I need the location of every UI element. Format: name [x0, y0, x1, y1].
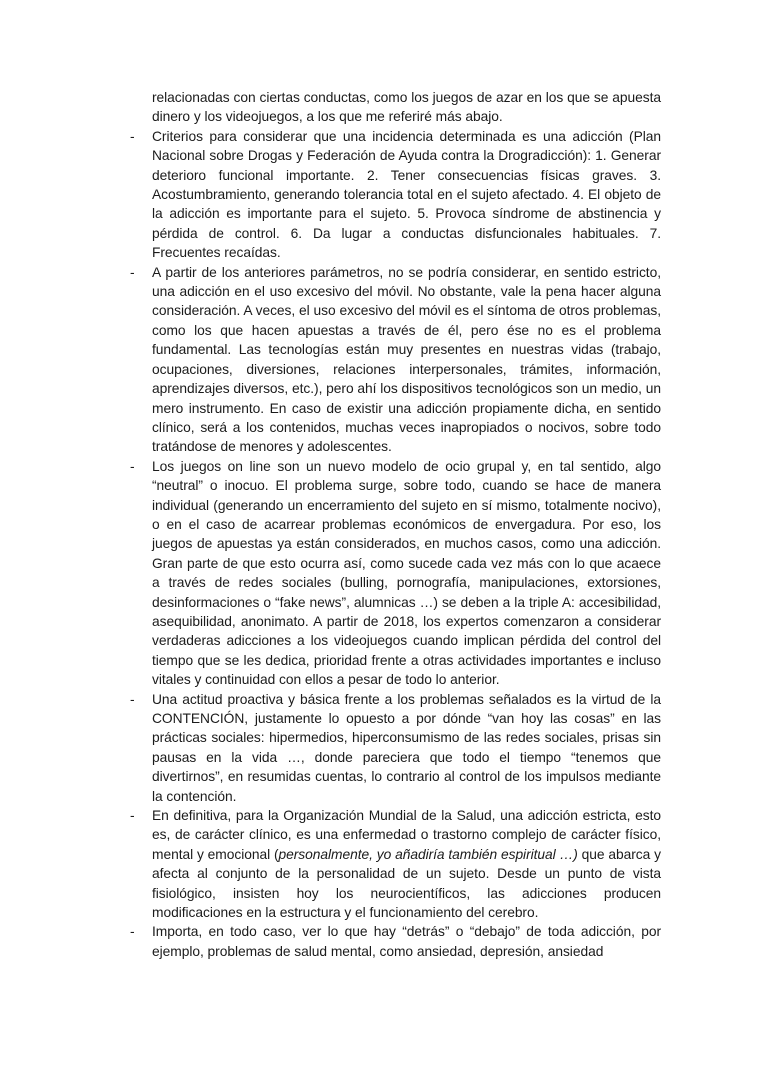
dash-bullet: -	[130, 924, 135, 940]
list-item-oms-definicion	[130, 806, 661, 922]
paragraph-text: Una actitud proactiva y básica frente a los problemas señalados es la virtud de la CONTENCIÓN, justamente lo opuesto a por dónde “van hoy las cosas” en las prácticas sociales: hipermedios, hiperconsumismo de las redes sociales, prisas sin pausas en la vida …, donde pareciera que todo el tiempo “tenemos que divertirnos”, en resumidas cuentas, lo contrario al control de los impulsos mediante la contención.	[152, 691, 661, 804]
list-item-juegos-online	[130, 457, 661, 690]
dash-bullet: -	[130, 808, 135, 824]
dash-bullet: -	[130, 128, 135, 144]
dash-bullet: -	[130, 458, 135, 474]
paragraph-continuation	[152, 88, 661, 127]
dash-bullet: -	[130, 264, 135, 280]
list-item-contencion	[130, 690, 661, 806]
paragraph-text: Importa, en todo caso, ver lo que hay “detrás” o “debajo” de toda adicción, por ejemplo, problemas de salud mental, como ansiedad, depresión, ansiedad	[152, 924, 661, 959]
paragraph-text-pre: En definitiva, para la Organización Mundial de la Salud, una adicción estricta, esto es, de carácter clínico, es una enfermedad o trastorno complejo de carácter físico, mental y emocional (	[152, 808, 661, 862]
paragraph-text-post: que abarca y afecta al conjunto de la personalidad de un sujeto. Desde un punto de vista fisiológico, insisten hoy los neurocientíficos, las adicciones producen modificaciones en la estructura y el funcionamiento del cerebro.	[152, 846, 661, 921]
text-block	[130, 88, 661, 961]
list-item-importa	[130, 922, 661, 961]
dash-bullet: -	[130, 691, 135, 707]
paragraph-text: A partir de los anteriores parámetros, no se podría considerar, en sentido estricto, una adicción en el uso excesivo del móvil. No obstante, vale la pena hacer alguna consideración. A veces, el uso excesivo del móvil es el síntoma de otros problemas, como los que hacen apuestas a través de él, pero ése no es el problema fundamental. Las tecnologías están muy presentes en nuestras vidas (trabajo, ocupaciones, diversiones, relaciones interpersonales, trámites, información, aprendizajes diversos, etc.), pero ahí los dispositivos tecnológicos son un medio, un mero instrumento. En caso de existir una adicción propiamente dicha, en sentido clínico, será a los contenidos, muchas veces inapropiados o nocivos, sobre todo tratándose de menores y adolescentes.	[152, 264, 661, 455]
paragraph-text: Los juegos on line son un nuevo modelo de ocio grupal y, en tal sentido, algo “neutral” o inocuo. El problema surge, sobre todo, cuando se hace de manera individual (generando un encerramiento del sujeto en sí mismo, totalmente nocivo), o en el caso de acarrear problemas económicos de envergadura. Por eso, los juegos de apuestas ya están considerados, en muchos casos, como una adicción. Gran parte de que esto ocurra así, como sucede cada vez más con lo que acaece a través de redes sociales (bulling, pornografía, manipulaciones, extorsiones, desinformaciones o “fake news”, alumnicas …) se deben a la triple A: accesibilidad, asequibilidad, anonimato. A partir de 2018, los expertos comenzaron a considerar verdaderas adicciones a los videojuegos cuando implican pérdida del control del tiempo que se les dedica, prioridad frente a otras actividades importantes e incluso vitales y continuidad con ellos a pesar de todo lo anterior.	[152, 458, 661, 688]
paragraph-text: relacionadas con ciertas conductas, como los juegos de azar en los que se apuesta dinero y los videojuegos, a los que me referiré más abajo.	[152, 90, 661, 125]
list-item-criterios	[130, 127, 661, 263]
paragraph-text-italic: personalmente, yo añadiría también espiritual …)	[278, 846, 578, 862]
list-item-parametros	[130, 263, 661, 457]
paragraph-text: Criterios para considerar que una incidencia determinada es una adicción (Plan Nacional sobre Drogas y Federación de Ayuda contra la Drogradicción): 1. Generar deterioro funcional importante. 2. Tener consecuencias físicas graves. 3. Acostumbramiento, generando tolerancia total en el sujeto afectado. 4. El objeto de la adicción es importante para el sujeto. 5. Provoca síndrome de abstinencia y pérdida de control. 6. Da lugar a conductas disfuncionales habituales. 7. Frecuentes recaídas.	[152, 128, 661, 261]
